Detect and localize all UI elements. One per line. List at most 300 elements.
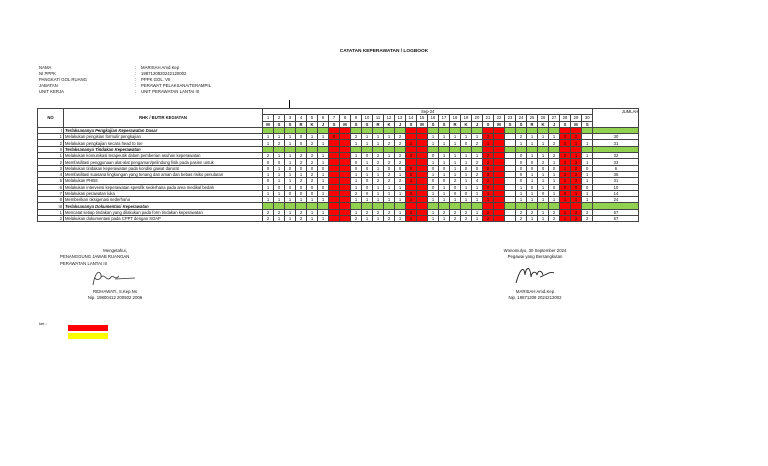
day-cell: 2 <box>571 134 582 140</box>
day-cell: 1 <box>362 159 373 165</box>
day-cell: 0 <box>439 178 450 184</box>
day-cell: 2 <box>296 216 307 222</box>
day-cell: 2 <box>373 159 384 165</box>
day-cell: 1 <box>428 134 439 140</box>
day-cell: 2 <box>527 209 538 215</box>
day-cell: 1 <box>538 209 549 215</box>
info-sep: : <box>135 77 137 83</box>
day-cell: 1 <box>538 134 549 140</box>
day-cell: 1 <box>461 184 472 190</box>
day-cell: 1 <box>351 140 362 146</box>
day-header: 24 <box>516 115 527 121</box>
day-cell: 2 <box>483 178 494 184</box>
day-cell: 1 <box>285 134 296 140</box>
row-no: 3 <box>38 165 64 171</box>
day-cell: 1 <box>263 184 274 190</box>
day-cell: 1 <box>384 190 395 196</box>
day-cell: 1 <box>582 140 593 146</box>
row-text: Terlaksananya Dokumentasi Keperawatan <box>64 203 263 209</box>
day-cell: 1 <box>472 209 483 215</box>
day-cell: 1 <box>351 178 362 184</box>
row-text: Memfasilitasi suasana lingkungan yang tenang dan aman dan bebas risiko penularan <box>64 171 263 177</box>
day-cell: 1 <box>373 134 384 140</box>
day-cell: 0 <box>329 134 340 140</box>
row-text: Melakukan PHBS <box>64 178 263 184</box>
day-cell: 0 <box>307 165 318 171</box>
day-cell: 2 <box>560 153 571 159</box>
day-cell: 1 <box>274 171 285 177</box>
day-cell: 1 <box>472 184 483 190</box>
info-label: NI PPPK <box>39 71 56 77</box>
row-total: 24 <box>593 197 639 203</box>
day-cell: 2 <box>384 209 395 215</box>
day-cell: 2 <box>582 216 593 222</box>
day-cell: 0 <box>406 165 417 171</box>
day-cell: 2 <box>516 209 527 215</box>
day-cell: 1 <box>549 178 560 184</box>
info-row <box>39 89 211 95</box>
day-cell: 0 <box>296 190 307 196</box>
row-no: 2 <box>38 140 64 146</box>
row-total: 31 <box>593 140 639 146</box>
day-cell: 1 <box>428 209 439 215</box>
weekday-header: M <box>571 121 582 127</box>
day-cell: 1 <box>274 178 285 184</box>
day-cell: 2 <box>406 171 417 177</box>
day-cell: 2 <box>296 178 307 184</box>
sig-left-name: RIDHAWATI, S.Kep.Ns <box>92 288 137 294</box>
day-cell: 1 <box>362 134 373 140</box>
day-cell: 1 <box>571 197 582 203</box>
day-header: 25 <box>527 115 538 121</box>
day-cell: 1 <box>538 216 549 222</box>
day-cell: 1 <box>527 140 538 146</box>
day-cell: 1 <box>549 197 560 203</box>
day-cell: 0 <box>263 165 274 171</box>
day-cell: 0 <box>296 184 307 190</box>
day-cell: 1 <box>538 178 549 184</box>
day-cell: 1 <box>274 165 285 171</box>
day-cell: 0 <box>428 184 439 190</box>
day-cell: 1 <box>439 216 450 222</box>
day-cell: 1 <box>384 134 395 140</box>
day-header: 9 <box>351 115 362 121</box>
day-cell: 0 <box>516 171 527 177</box>
day-cell: 0 <box>516 153 527 159</box>
day-cell: 1 <box>307 209 318 215</box>
row-no: 1 <box>38 134 64 140</box>
day-cell: 1 <box>527 216 538 222</box>
day-cell: 0 <box>571 184 582 190</box>
day-cell: 0 <box>362 190 373 196</box>
day-cell: 2 <box>571 209 582 215</box>
weekday-header: S <box>516 121 527 127</box>
day-cell: 0 <box>318 165 329 171</box>
day-header: 13 <box>395 115 406 121</box>
day-cell: 2 <box>406 209 417 215</box>
row-total: 6 <box>593 165 639 171</box>
day-header: 8 <box>340 115 351 121</box>
day-cell: 1 <box>461 159 472 165</box>
day-header: 27 <box>549 115 560 121</box>
weekday-header: R <box>296 121 307 127</box>
day-cell: 2 <box>571 178 582 184</box>
day-cell: 1 <box>472 153 483 159</box>
day-cell: 1 <box>285 153 296 159</box>
day-cell: 1 <box>285 171 296 177</box>
sig-left-line1: Mengetahui, <box>103 248 127 253</box>
day-cell: 1 <box>395 184 406 190</box>
row-text: Melakukan perawatan luka <box>64 190 263 196</box>
cursor-mark <box>289 100 290 108</box>
day-cell: 2 <box>549 140 560 146</box>
day-cell: 2 <box>472 140 483 146</box>
day-cell: 0 <box>571 165 582 171</box>
day-cell: 2 <box>483 209 494 215</box>
day-cell: 1 <box>362 140 373 146</box>
day-cell: 1 <box>395 209 406 215</box>
day-cell: 1 <box>560 197 571 203</box>
day-cell: 2 <box>549 209 560 215</box>
day-cell: 0 <box>351 165 362 171</box>
day-cell: 2 <box>472 159 483 165</box>
day-cell: 2 <box>351 216 362 222</box>
weekday-header: K <box>461 121 472 127</box>
sig-right-line2: Pegawai yang Bersangkutan <box>507 254 563 260</box>
day-cell: 0 <box>296 140 307 146</box>
row-total: 57 <box>593 216 639 222</box>
weekday-header: S <box>560 121 571 127</box>
day-cell: 1 <box>472 197 483 203</box>
day-header: 3 <box>285 115 296 121</box>
weekday-header: J <box>472 121 483 127</box>
day-header: 16 <box>428 115 439 121</box>
weekday-header: J <box>395 121 406 127</box>
day-cell: 1 <box>263 197 274 203</box>
sig-left-line3: PERAWATAN LANTAI III <box>60 260 107 266</box>
day-cell: 1 <box>428 197 439 203</box>
day-header: 19 <box>461 115 472 121</box>
day-cell: 2 <box>274 209 285 215</box>
day-cell: 1 <box>461 178 472 184</box>
day-cell: 0 <box>362 184 373 190</box>
day-cell: 1 <box>439 153 450 159</box>
row-total: 14 <box>593 190 639 196</box>
day-cell: 1 <box>538 184 549 190</box>
day-header: 26 <box>538 115 549 121</box>
weekday-header: M <box>494 121 505 127</box>
day-cell: 1 <box>373 140 384 146</box>
day-cell: 0 <box>362 178 373 184</box>
weekday-header: J <box>318 121 329 127</box>
day-cell: 1 <box>527 171 538 177</box>
info-value: UNIT PERAWATAN LANTAI III <box>141 89 200 95</box>
day-cell: 1 <box>582 153 593 159</box>
day-cell: 2 <box>296 153 307 159</box>
row-no: 4 <box>38 171 64 177</box>
row-total: 30 <box>593 134 639 140</box>
day-cell: 2 <box>439 209 450 215</box>
day-header: 17 <box>439 115 450 121</box>
day-cell: 0 <box>362 153 373 159</box>
day-cell: 0 <box>560 184 571 190</box>
day-cell: 1 <box>296 171 307 177</box>
day-cell: 2 <box>516 216 527 222</box>
legend-yellow-swatch <box>68 333 108 339</box>
day-header: 12 <box>384 115 395 121</box>
day-cell: 2 <box>549 153 560 159</box>
day-cell: 2 <box>351 134 362 140</box>
row-text: Terlaksananya Pengkajian Keperawatan Dasar <box>64 127 263 133</box>
row-total: 31 <box>593 178 639 184</box>
day-header: 18 <box>450 115 461 121</box>
day-cell: 1 <box>274 134 285 140</box>
day-cell: 2 <box>351 190 362 196</box>
day-header: 7 <box>329 115 340 121</box>
weekday-header: S <box>285 121 296 127</box>
weekday-header: K <box>538 121 549 127</box>
row-no: 1 <box>38 153 64 159</box>
table-row <box>38 216 639 222</box>
logbook-table <box>37 108 639 222</box>
day-cell: 0 <box>527 165 538 171</box>
day-cell: 0 <box>351 159 362 165</box>
day-cell: 2 <box>395 178 406 184</box>
weekday-header: M <box>340 121 351 127</box>
day-header: 2 <box>274 115 285 121</box>
day-cell: 1 <box>472 134 483 140</box>
day-cell: 1 <box>582 197 593 203</box>
day-cell: 0 <box>582 184 593 190</box>
info-label: UNIT KERJA <box>39 89 64 95</box>
row-total: 10 <box>593 184 639 190</box>
weekday-header: S <box>406 121 417 127</box>
day-cell: 1 <box>483 140 494 146</box>
day-cell: 2 <box>549 216 560 222</box>
info-sep: : <box>135 89 137 95</box>
day-cell: 2 <box>483 153 494 159</box>
rhk-header: RHK / BUTIR KEGIATAN <box>64 109 263 128</box>
day-cell: 1 <box>428 190 439 196</box>
day-cell: 1 <box>373 165 384 171</box>
row-no: I <box>38 127 64 133</box>
row-no: 7 <box>38 190 64 196</box>
day-cell: 1 <box>307 216 318 222</box>
day-cell: 1 <box>318 216 329 222</box>
day-cell: 2 <box>406 153 417 159</box>
day-cell: 0 <box>384 165 395 171</box>
row-no: 2 <box>38 159 64 165</box>
day-cell: 1 <box>549 159 560 165</box>
day-cell: 2 <box>395 153 406 159</box>
row-text: Mencatat setiap tindakan yang dilakukan pada form tindakan keperawatan <box>64 209 263 215</box>
day-cell: 0 <box>307 184 318 190</box>
day-cell: 0 <box>461 165 472 171</box>
day-cell <box>494 216 505 222</box>
row-text: Memfasilitasi penggunaan alat-alat pengaman/pelindung fisik pada pasien untuk <box>64 159 263 165</box>
day-cell: 1 <box>549 190 560 196</box>
day-header: 4 <box>296 115 307 121</box>
day-cell: 1 <box>274 216 285 222</box>
day-cell: 1 <box>527 178 538 184</box>
day-cell: 1 <box>351 171 362 177</box>
day-cell: 2 <box>483 159 494 165</box>
day-cell: 1 <box>516 140 527 146</box>
day-cell: 1 <box>406 178 417 184</box>
day-cell: 0 <box>274 159 285 165</box>
day-cell: 2 <box>384 216 395 222</box>
day-cell: 1 <box>461 197 472 203</box>
day-cell: 1 <box>428 216 439 222</box>
day-cell: 1 <box>318 197 329 203</box>
row-text: Terlaksananya Tindakan Keperawatan <box>64 146 263 152</box>
row-total: 57 <box>593 209 639 215</box>
day-cell: 2 <box>296 159 307 165</box>
day-cell: 1 <box>439 197 450 203</box>
day-cell: 1 <box>318 209 329 215</box>
day-cell: 1 <box>263 134 274 140</box>
day-cell: 1 <box>307 134 318 140</box>
day-cell: 2 <box>571 171 582 177</box>
day-cell: 1 <box>395 216 406 222</box>
day-cell: 1 <box>285 216 296 222</box>
day-cell: 0 <box>450 184 461 190</box>
day-cell: 2 <box>263 209 274 215</box>
day-cell: 2 <box>450 178 461 184</box>
day-cell: 1 <box>373 184 384 190</box>
day-cell: 1 <box>428 159 439 165</box>
day-cell: 2 <box>560 171 571 177</box>
day-cell: 1 <box>373 190 384 196</box>
row-text: Melakukan dokumentasi pada CPPT dengan SOAP <box>64 216 263 222</box>
day-cell: 2 <box>307 171 318 177</box>
day-cell: 0 <box>428 165 439 171</box>
day-cell: 1 <box>384 153 395 159</box>
day-cell: 2 <box>307 159 318 165</box>
day-cell: 1 <box>560 165 571 171</box>
day-cell: 1 <box>549 134 560 140</box>
day-cell: 2 <box>274 140 285 146</box>
day-header: 20 <box>472 115 483 121</box>
day-cell: 0 <box>527 159 538 165</box>
day-cell: 1 <box>428 140 439 146</box>
day-cell: 1 <box>527 197 538 203</box>
day-cell: 4 <box>472 178 483 184</box>
day-cell: 1 <box>450 197 461 203</box>
day-cell: 1 <box>362 171 373 177</box>
day-cell: 2 <box>395 134 406 140</box>
day-cell: 1 <box>538 153 549 159</box>
info-sep: : <box>135 71 137 77</box>
day-cell: 1 <box>373 197 384 203</box>
day-cell: 1 <box>450 165 461 171</box>
signature-left <box>60 248 170 301</box>
day-cell <box>329 216 340 222</box>
day-cell: 1 <box>318 153 329 159</box>
day-cell: 1 <box>461 153 472 159</box>
day-cell: 1 <box>351 153 362 159</box>
day-cell: 1 <box>439 140 450 146</box>
day-header: 1 <box>263 115 274 121</box>
sig-left-line2: PENANGGUNG JAWAB RUANGAN <box>60 254 130 260</box>
day-cell <box>505 216 516 222</box>
day-cell: 1 <box>318 178 329 184</box>
day-cell: 1 <box>395 171 406 177</box>
day-cell: 0 <box>285 165 296 171</box>
day-cell: 1 <box>450 134 461 140</box>
total-header: JUMLAH <box>593 109 639 115</box>
sig-right-nip: Nip. 19871208 2024212002 <box>508 294 562 300</box>
day-cell: 2 <box>450 216 461 222</box>
weekday-header: S <box>483 121 494 127</box>
day-cell: 1 <box>285 209 296 215</box>
day-cell: 2 <box>307 140 318 146</box>
day-cell: 0 <box>527 184 538 190</box>
day-cell <box>340 216 351 222</box>
signature-right <box>470 248 600 301</box>
day-cell: 2 <box>406 216 417 222</box>
day-cell: 0 <box>549 165 560 171</box>
day-cell: 1 <box>582 178 593 184</box>
weekday-header: R <box>450 121 461 127</box>
weekday-header: S <box>329 121 340 127</box>
day-cell: 1 <box>263 140 274 146</box>
day-cell: 1 <box>318 171 329 177</box>
day-header: 28 <box>560 115 571 121</box>
day-header: 29 <box>571 115 582 121</box>
row-no: III <box>38 203 64 209</box>
sig-right-handwriting <box>470 261 600 289</box>
day-cell: 1 <box>450 140 461 146</box>
day-cell: 1 <box>373 171 384 177</box>
no-header: NO <box>38 109 64 128</box>
legend-red-swatch <box>68 325 108 331</box>
day-cell: 0 <box>560 190 571 196</box>
day-header: 5 <box>307 115 318 121</box>
employee-info <box>39 65 211 95</box>
day-cell: 1 <box>428 171 439 177</box>
day-cell: 1 <box>439 190 450 196</box>
row-text: Memberikan oksigenasi sederhana <box>64 197 263 203</box>
day-cell: 2 <box>571 216 582 222</box>
total-spacer <box>593 115 639 128</box>
day-cell: 2 <box>450 209 461 215</box>
day-cell: 1 <box>527 134 538 140</box>
day-cell: 1 <box>395 197 406 203</box>
day-cell: 2 <box>483 134 494 140</box>
row-text: Melakukan pengkajian secara head to toe <box>64 140 263 146</box>
day-cell: 1 <box>307 197 318 203</box>
weekday-header: R <box>373 121 384 127</box>
day-cell: 2 <box>373 178 384 184</box>
day-cell: 2 <box>307 153 318 159</box>
weekday-header: S <box>351 121 362 127</box>
day-cell: 1 <box>274 197 285 203</box>
day-cell: 1 <box>285 159 296 165</box>
day-cell: 1 <box>527 153 538 159</box>
day-cell: 1 <box>263 171 274 177</box>
day-header: 21 <box>483 115 494 121</box>
day-cell: 0 <box>428 178 439 184</box>
day-cell: 1 <box>461 134 472 140</box>
day-cell: 1 <box>527 190 538 196</box>
day-header: 6 <box>318 115 329 121</box>
day-cell: 1 <box>318 159 329 165</box>
day-cell: 2 <box>582 209 593 215</box>
day-cell: 1 <box>351 197 362 203</box>
info-label: NAMA <box>39 65 52 70</box>
day-cell: 1 <box>450 159 461 165</box>
